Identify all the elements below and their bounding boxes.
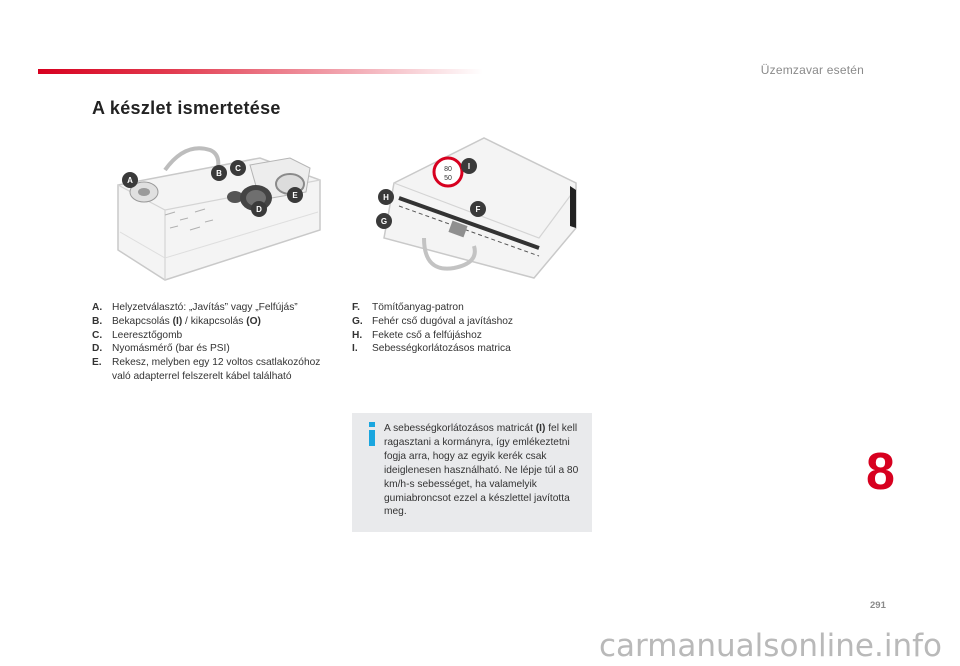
- info-note-text: A sebességkorlátozásos matricát (I) fel kell ragasztani a kormányra, így emlékeztetni fogja arra, hogy az egyik kerék csak ideiglenesen használható. Ne lépje túl a 80 km/h-s sebességet, ha valamelyik gumiabroncsot ezzel a készlettel javította meg.: [384, 423, 579, 518]
- callout-g: [376, 213, 392, 229]
- svg-text:50: 50: [444, 175, 452, 182]
- callout-a: [122, 172, 138, 188]
- chapter-number: 8: [866, 443, 895, 501]
- callout-c: [230, 160, 246, 176]
- cartridge-illustration: [364, 128, 582, 286]
- watermark: carmanualsonline.info: [598, 628, 942, 664]
- legend-item-e: E. Rekesz, melyben egy 12 voltos csatlakozóhoz való adapterrel felszerelt kábel található: [92, 357, 321, 382]
- speed-limit-sticker: [434, 158, 462, 186]
- callout-h: [378, 189, 394, 205]
- legend-item-g: G. Fehér cső dugóval a javításhoz: [352, 315, 514, 327]
- compressor-illustration: [110, 140, 330, 290]
- legend-left: [92, 301, 337, 384]
- page-heading: A készlet ismertetése: [92, 98, 281, 118]
- legend-item-i: I. Sebességkorlátozásos matrica: [352, 343, 511, 355]
- legend-right: [352, 301, 592, 356]
- legend-item-h: H. Fekete cső a felfújáshoz: [352, 329, 482, 341]
- svg-text:D: D: [256, 205, 262, 214]
- info-icon: [366, 421, 378, 447]
- svg-text:G: G: [380, 217, 388, 226]
- legend-item-a: A. Helyzetválasztó: „Javítás” vagy „Felfújás”: [92, 302, 298, 313]
- svg-text:C: C: [235, 164, 241, 173]
- svg-text:B: B: [216, 169, 222, 178]
- svg-text:I: I: [467, 162, 471, 171]
- svg-text:80: 80: [444, 166, 452, 173]
- svg-text:A: A: [127, 176, 133, 185]
- callout-f: [470, 201, 486, 217]
- page-number: 291: [870, 600, 886, 611]
- callout-b: [211, 165, 227, 181]
- legend-item-c: C. Leeresztőgomb: [92, 329, 183, 341]
- legend-item-d: D. Nyomásmérő (bar és PSI): [92, 343, 230, 355]
- callout-i: [461, 158, 477, 174]
- legend-item-b: B. Bekapcsolás (I) / kikapcsolás (O): [92, 315, 261, 327]
- section-title: Üzemzavar esetén: [760, 63, 864, 77]
- info-note: [352, 413, 592, 532]
- callout-d: [251, 201, 267, 217]
- legend-item-f: F. Tömítőanyag-patron: [352, 302, 464, 313]
- svg-text:F: F: [475, 205, 481, 214]
- callout-e: [287, 187, 303, 203]
- svg-text:E: E: [292, 191, 298, 200]
- svg-text:H: H: [383, 193, 389, 202]
